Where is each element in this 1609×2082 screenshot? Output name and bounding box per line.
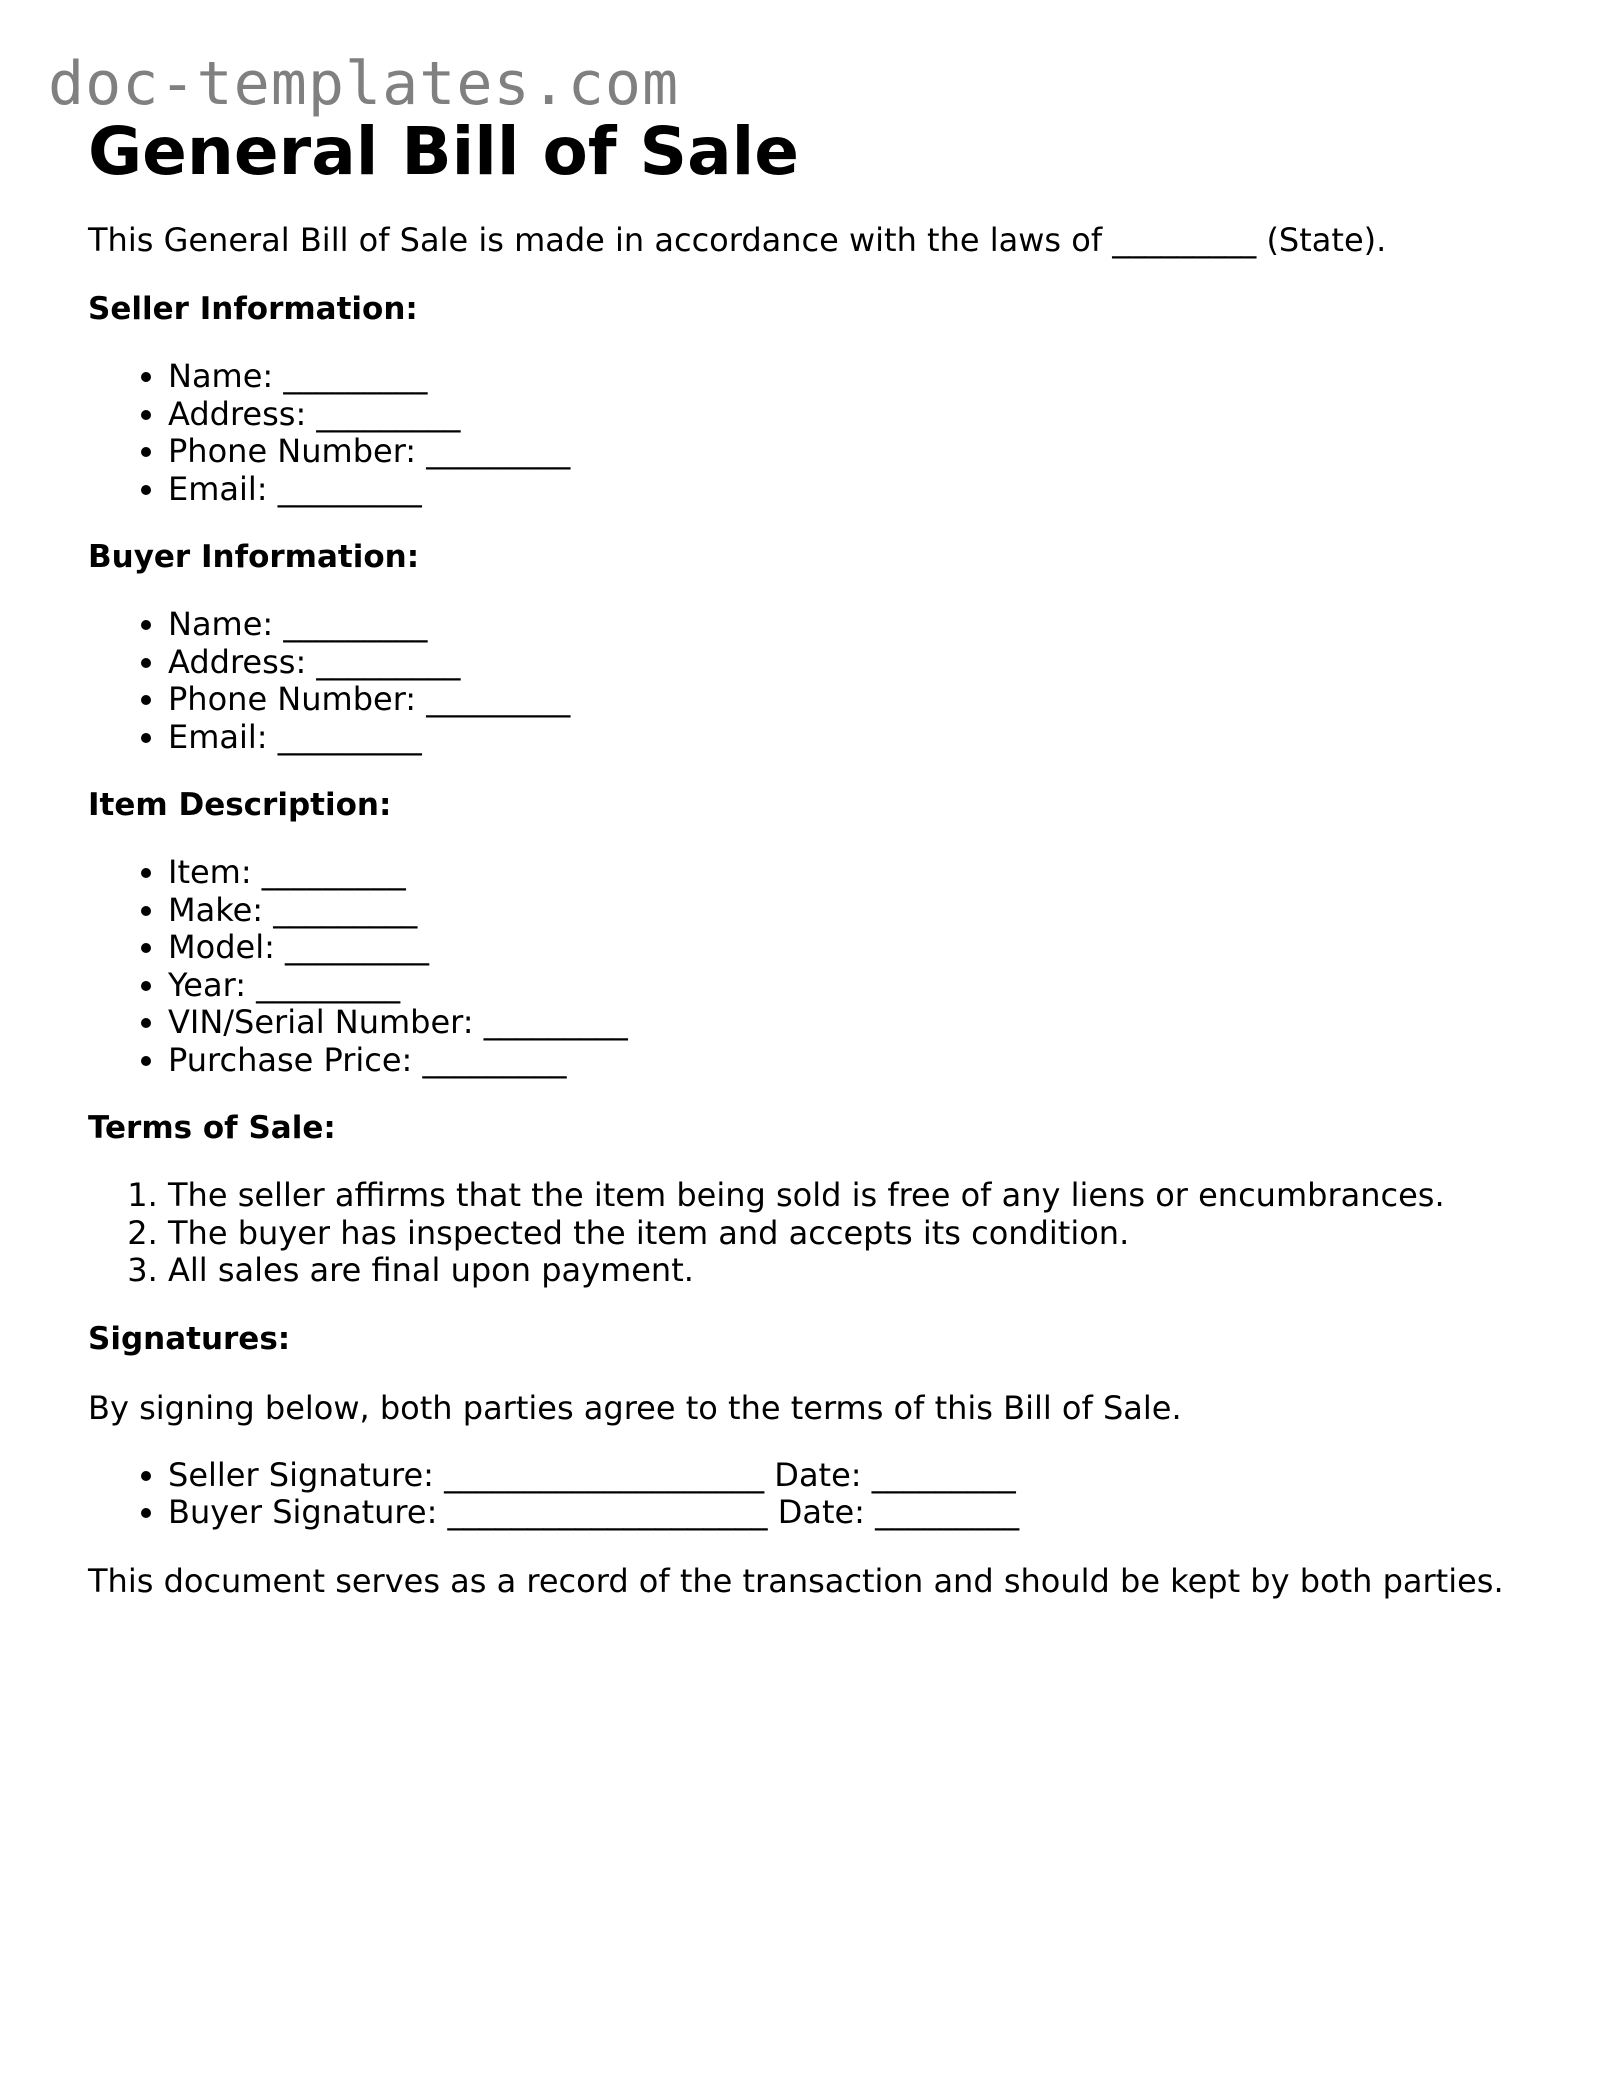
buyer-name-item: • Name: _________ [168,606,1528,644]
terms-heading: Terms of Sale: [88,1110,336,1146]
closing-paragraph: This document serves as a record of the transaction and should be kept by both parties. [88,1561,1504,1600]
signatures-list [88,1457,1528,1532]
terms-item-2: 2. The buyer has inspected the item and accepts its condition. [168,1215,1528,1253]
watermark: doc-templates.com [48,49,680,119]
item-description-heading: Item Description: [88,787,392,823]
seller-list [88,358,1528,508]
intro-paragraph: This General Bill of Sale is made in accordance with the laws of _________ (State). [88,221,1387,259]
buyer-heading: Buyer Information: [88,539,420,575]
seller-heading: Seller Information: [88,291,418,327]
document-body [88,112,1528,1601]
item-description-list [88,854,1528,1079]
signatures-text: By signing below, both parties agree to the terms of this Bill of Sale. [88,1388,1182,1427]
buyer-signature-line: • Buyer Signature: ____________________ Date: _________ [168,1494,1528,1532]
item-vin: • VIN/Serial Number: _________ [168,1004,1528,1042]
document-title: General Bill of Sale [88,113,800,190]
seller-name-item: • Name: _________ [168,358,1528,396]
seller-email-item: • Email: _________ [168,471,1528,509]
seller-signature-line: • Seller Signature: ____________________ Date: _________ [168,1457,1528,1495]
item-item: • Item: _________ [168,854,1528,892]
seller-phone-item: • Phone Number: _________ [168,433,1528,471]
item-price: • Purchase Price: _________ [168,1042,1528,1080]
buyer-phone-item: • Phone Number: _________ [168,681,1528,719]
terms-list [88,1177,1528,1290]
buyer-address-item: • Address: _________ [168,644,1528,682]
signatures-heading: Signatures: [88,1320,291,1357]
terms-item-1: 1. The seller affirms that the item being sold is free of any liens or encumbrances. [168,1177,1528,1215]
item-model: • Model: _________ [168,929,1528,967]
item-make: • Make: _________ [168,892,1528,930]
buyer-email-item: • Email: _________ [168,719,1528,757]
buyer-list [88,606,1528,756]
item-year: • Year: _________ [168,967,1528,1005]
seller-address-item: • Address: _________ [168,396,1528,434]
terms-item-3: 3. All sales are final upon payment. [168,1252,1528,1290]
